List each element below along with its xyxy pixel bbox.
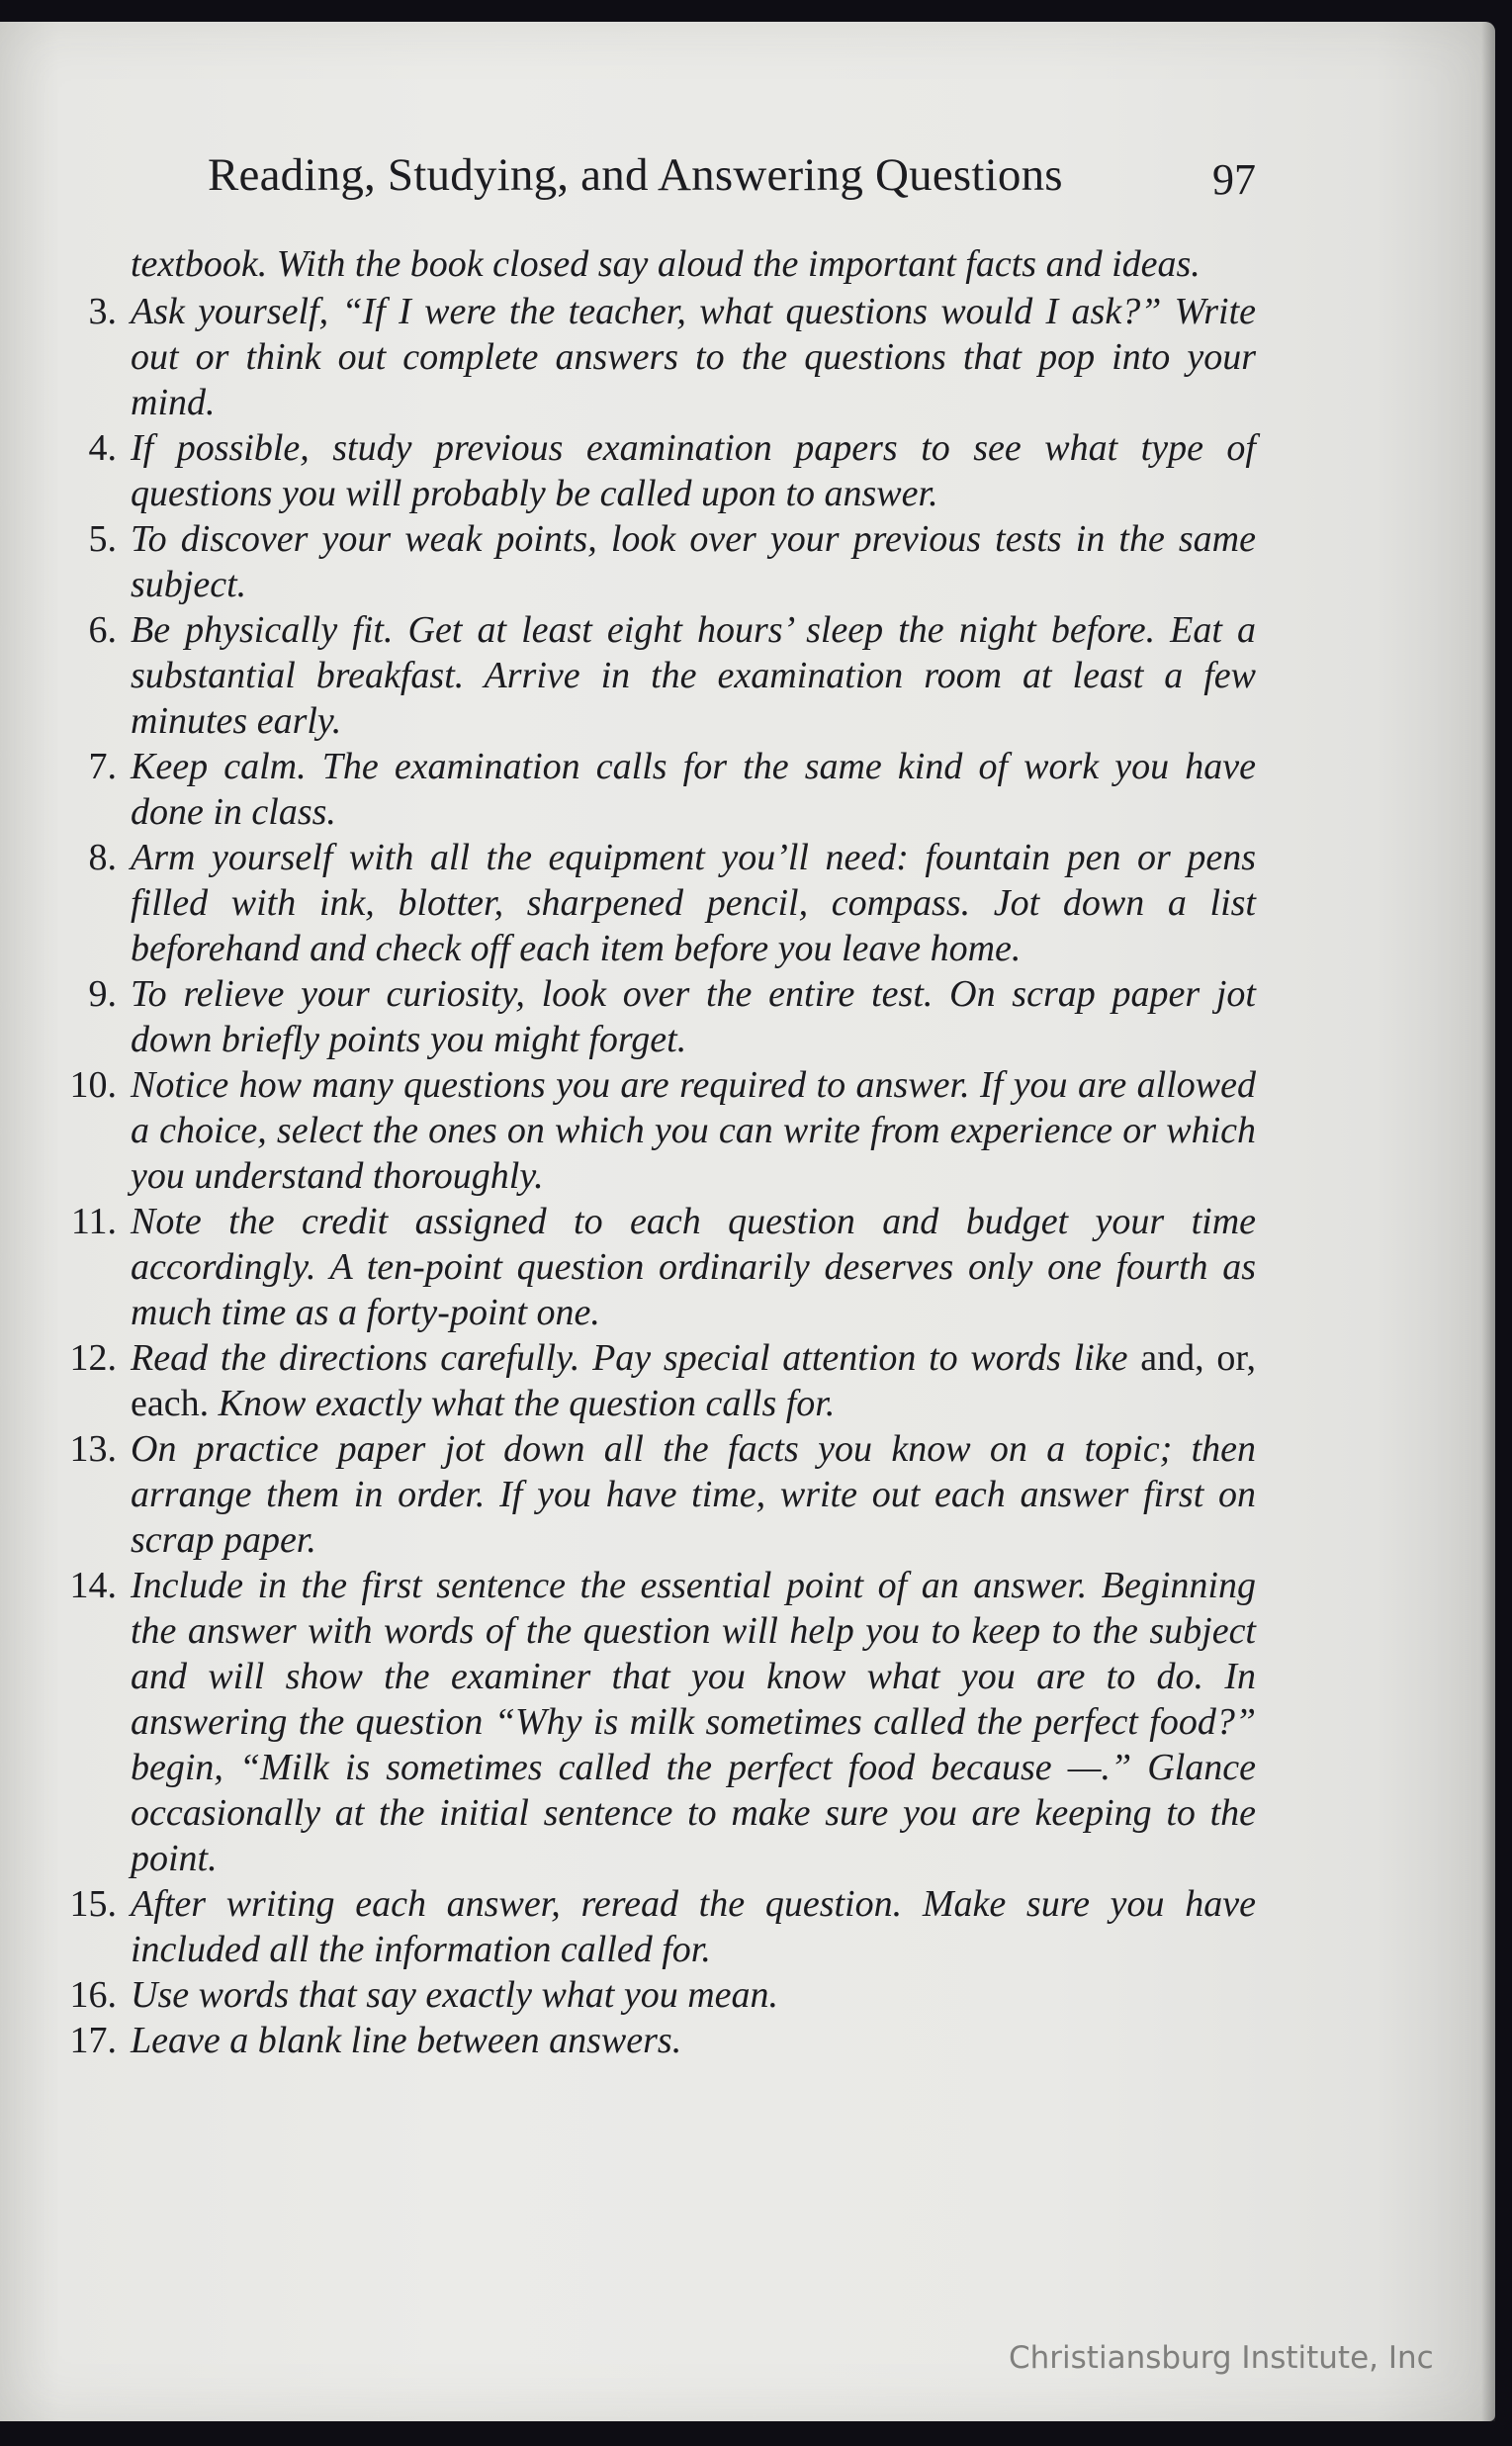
item-text: Notice how many questions you are required to answer. If you are allowed a choice, select the ones on which you can write from experience or which you understand thoroughly.: [131, 1064, 1256, 1197]
running-title: Reading, Studying, and Answering Questions: [208, 149, 1063, 201]
item-text: Use words that say exactly what you mean.: [131, 1974, 779, 2016]
continuation-paragraph: textbook. With the book closed say aloud the important facts and ideas.: [131, 243, 1201, 285]
item-text: Arm yourself with all the equipment you’ll need: fountain pen or pens filled with ink, blotter, sharpened pencil, compass. Jot down a list beforehand and check off each item before you leave home.: [131, 837, 1256, 969]
item-number: 4.: [88, 427, 117, 469]
item-number: 15.: [69, 1883, 117, 1925]
item-text-b: Know exactly what the question calls for.: [218, 1383, 836, 1424]
list-item: [59, 1335, 1256, 1426]
list-item: [59, 425, 1256, 516]
body-text: [59, 241, 1256, 2063]
list-item: [59, 835, 1256, 971]
item-text-roman: and, or, each.: [131, 1337, 1257, 1424]
watermark-text: Christiansburg Institute, Inc: [1009, 2340, 1434, 2376]
item-number: 11.: [70, 1201, 117, 1242]
list-item: [59, 1062, 1256, 1199]
list-item: [59, 289, 1256, 425]
list-item: [59, 2018, 1256, 2063]
item-number: 6.: [88, 609, 117, 651]
item-number: 17.: [69, 2020, 117, 2061]
item-number: 14.: [69, 1565, 117, 1606]
book-page: [0, 22, 1495, 2421]
item-text: Keep calm. The examination calls for the same kind of work you have done in class.: [131, 746, 1256, 833]
list-item: [59, 516, 1256, 607]
tips-list: [59, 289, 1256, 2063]
item-text: Note the credit assigned to each question and budget your time accordingly. A ten-point question ordinarily deserves only one fourth as much time as a forty-point one.: [131, 1201, 1256, 1333]
item-text: Include in the first sentence the essential point of an answer. Beginning the answer with words of the question will help you to keep to the subject and will show the examiner that you know what you are to do. In answering the question “Why is milk sometimes called the perfect food?” begin, “Milk is sometimes called the perfect food because —.” Glance occasionally at the initial sentence to make sure you are keeping to the point.: [131, 1565, 1256, 1879]
list-item: [59, 607, 1256, 744]
list-item: [59, 1426, 1256, 1563]
item-text: After writing each answer, reread the question. Make sure you have included all the information called for.: [131, 1883, 1256, 1970]
item-text: Be physically fit. Get at least eight hours’ sleep the night before. Eat a substantial breakfast. Arrive in the examination room at least a few minutes early.: [131, 609, 1256, 742]
item-number: 10.: [69, 1064, 117, 1106]
item-text-a: Read the directions carefully. Pay special attention to words like: [131, 1337, 1128, 1379]
page-edge-shadow: [1481, 22, 1495, 2421]
item-text: Ask yourself, “If I were the teacher, what questions would I ask?” Write out or think out complete answers to the questions that pop into your mind.: [131, 291, 1256, 423]
list-item: [59, 1972, 1256, 2018]
running-head: [208, 148, 1256, 227]
item-number: 12.: [69, 1337, 117, 1379]
item-number: 7.: [88, 746, 117, 787]
list-item: [59, 971, 1256, 1062]
item-number: 9.: [88, 973, 117, 1015]
page-number: 97: [1212, 155, 1256, 204]
item-number: 8.: [88, 837, 117, 878]
item-number: 16.: [69, 1974, 117, 2016]
item-text: On practice paper jot down all the facts you know on a topic; then arrange them in order. If you have time, write out each answer first on scrap paper.: [131, 1428, 1256, 1561]
item-text: To relieve your curiosity, look over the entire test. On scrap paper jot down briefly points you might forget.: [131, 973, 1256, 1060]
list-item: [59, 1563, 1256, 1881]
item-number: 3.: [88, 291, 117, 332]
item-text: If possible, study previous examination papers to see what type of questions you will probably be called upon to answer.: [131, 427, 1256, 514]
list-item: [59, 1881, 1256, 1972]
item-text: To discover your weak points, look over your previous tests in the same subject.: [131, 518, 1256, 605]
list-item: [59, 744, 1256, 835]
list-item: [59, 1199, 1256, 1335]
item-text: Leave a blank line between answers.: [131, 2020, 682, 2061]
item-number: 13.: [69, 1428, 117, 1470]
item-number: 5.: [88, 518, 117, 560]
